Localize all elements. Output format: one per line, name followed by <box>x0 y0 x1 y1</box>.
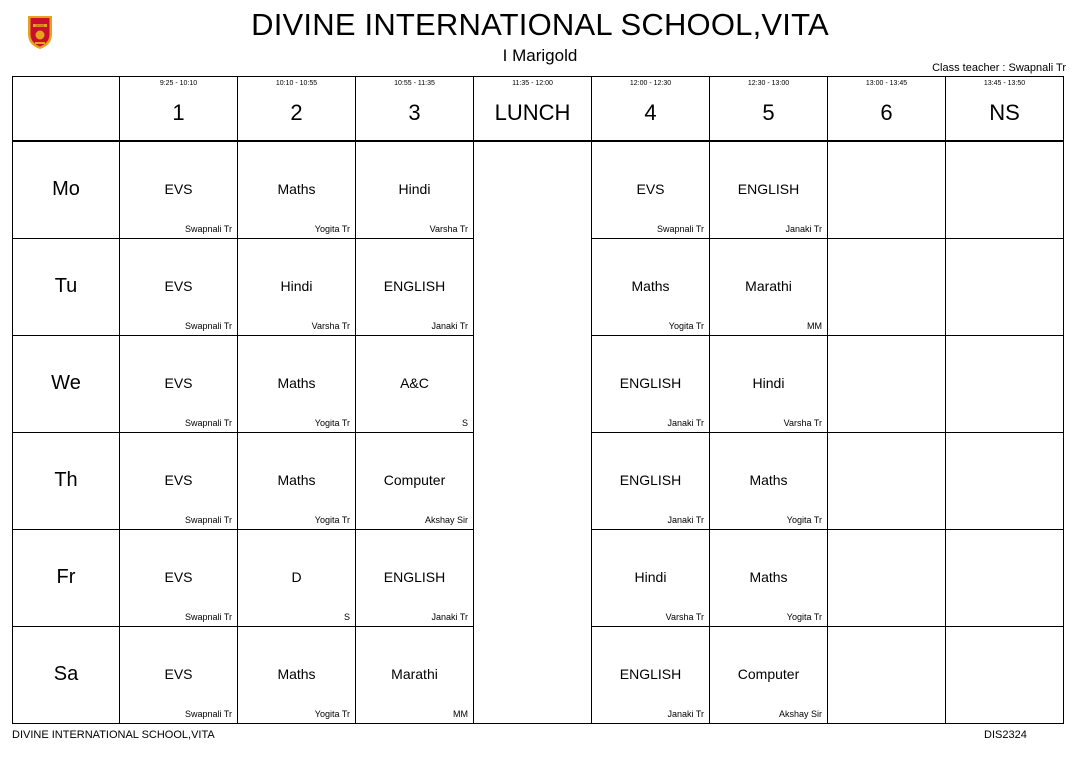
schedule-cell <box>828 239 946 336</box>
teacher-label: Yogita Tr <box>314 224 350 234</box>
teacher-label: Yogita Tr <box>668 321 704 331</box>
teacher-label: Yogita Tr <box>314 515 350 525</box>
schedule-cell <box>120 433 238 530</box>
schedule-cell <box>592 627 710 724</box>
teacher-label: Janaki Tr <box>431 612 468 622</box>
subject-label: ENGLISH <box>619 472 682 488</box>
subject-label: EVS <box>164 278 193 294</box>
schedule-cell <box>946 239 1064 336</box>
period-time: 11:35 - 12:00 <box>512 80 553 87</box>
period-header-2 <box>238 77 356 142</box>
schedule-cell <box>592 433 710 530</box>
schedule-cell <box>592 530 710 627</box>
subject-label: Maths <box>631 278 670 294</box>
period-time: 10:55 - 11:35 <box>394 80 435 87</box>
schedule-cell <box>828 530 946 627</box>
period-header-ns <box>946 77 1064 142</box>
teacher-label: S <box>461 418 468 428</box>
schedule-cell <box>356 627 474 724</box>
schedule-cell <box>238 239 356 336</box>
schedule-cell <box>828 433 946 530</box>
subject-label: Maths <box>277 472 316 488</box>
period-label: LUNCH <box>494 100 571 125</box>
period-label: NS <box>989 100 1020 125</box>
period-header-4 <box>592 77 710 142</box>
schedule-cell <box>828 336 946 433</box>
subject-label: EVS <box>164 375 193 391</box>
subject-label: Maths <box>277 666 316 682</box>
subject-label: Maths <box>277 181 316 197</box>
schedule-cell <box>592 239 710 336</box>
schedule-cell <box>710 433 828 530</box>
schedule-cell <box>828 627 946 724</box>
footer-code: DIS2324 <box>984 729 1027 741</box>
teacher-label: MM <box>807 321 822 331</box>
period-label: 4 <box>644 100 657 125</box>
day-name: Th <box>54 469 78 491</box>
schedule-cell <box>946 530 1064 627</box>
period-label: 6 <box>880 100 893 125</box>
schedule-cell <box>238 627 356 724</box>
teacher-label: S <box>343 612 350 622</box>
schedule-cell <box>946 433 1064 530</box>
day-cell <box>13 627 120 724</box>
footer-school-name: DIVINE INTERNATIONAL SCHOOL,VITA <box>12 729 215 741</box>
subject-label: Hindi <box>398 181 431 197</box>
schedule-cell <box>710 627 828 724</box>
teacher-label: Swapnali Tr <box>184 418 232 428</box>
class-teacher-label: Class teacher : Swapnali Tr <box>932 62 1066 74</box>
schedule-cell <box>356 141 474 239</box>
period-time: 12:30 - 13:00 <box>747 80 790 87</box>
schedule-cell <box>120 141 238 239</box>
day-row-mo <box>13 141 1064 239</box>
day-name: Mo <box>52 178 80 200</box>
period-label: 1 <box>172 100 185 125</box>
teacher-label: Akshay Sir <box>424 515 468 525</box>
teacher-label: MM <box>453 709 468 719</box>
period-time: 13:45 - 13:50 <box>983 80 1026 87</box>
teacher-label: Varsha Tr <box>429 224 468 234</box>
day-cell <box>13 239 120 336</box>
teacher-label: Swapnali Tr <box>184 224 232 234</box>
schedule-cell <box>238 433 356 530</box>
subject-label: ENGLISH <box>619 666 682 682</box>
class-name: I Marigold <box>502 46 578 65</box>
period-time: 9:25 - 10:10 <box>159 80 198 87</box>
period-label: 5 <box>762 100 775 125</box>
schedule-cell <box>238 141 356 239</box>
schedule-cell <box>356 433 474 530</box>
day-name: Fr <box>56 566 76 588</box>
schedule-cell <box>946 627 1064 724</box>
subject-label: Marathi <box>745 278 792 294</box>
schedule-cell <box>828 141 946 239</box>
schedule-cell <box>238 336 356 433</box>
teacher-label: Swapnali Tr <box>184 321 232 331</box>
schedule-cell <box>120 627 238 724</box>
teacher-label: Janaki Tr <box>667 418 704 428</box>
subject-label: EVS <box>636 181 665 197</box>
subject-label: ENGLISH <box>383 278 446 294</box>
day-cell <box>13 336 120 433</box>
timetable-body <box>13 77 1064 724</box>
day-cell <box>13 141 120 239</box>
teacher-label: Varsha Tr <box>783 418 822 428</box>
lunch-column <box>474 141 592 724</box>
subject-label: Hindi <box>752 375 785 391</box>
schedule-cell <box>592 141 710 239</box>
schedule-cell <box>946 336 1064 433</box>
schedule-cell <box>356 336 474 433</box>
teacher-label: Janaki Tr <box>431 321 468 331</box>
teacher-label: Swapnali Tr <box>656 224 704 234</box>
teacher-label: Swapnali Tr <box>184 709 232 719</box>
logo-text: DIVINE <box>35 24 45 28</box>
teacher-label: Swapnali Tr <box>184 515 232 525</box>
subject-label: ENGLISH <box>619 375 682 391</box>
day-name: We <box>51 372 81 394</box>
subject-label: EVS <box>164 472 193 488</box>
schedule-cell <box>356 530 474 627</box>
subject-label: A&C <box>400 375 429 391</box>
teacher-label: Yogita Tr <box>786 612 822 622</box>
subject-label: Maths <box>277 375 316 391</box>
period-time: 10:10 - 10:55 <box>275 80 318 87</box>
subject-label: Hindi <box>634 569 667 585</box>
subject-label: ENGLISH <box>383 569 446 585</box>
period-header-3 <box>356 77 474 142</box>
schedule-cell <box>946 141 1064 239</box>
subject-label: Hindi <box>280 278 313 294</box>
schedule-cell <box>710 336 828 433</box>
teacher-label: Akshay Sir <box>778 709 822 719</box>
day-name: Sa <box>53 663 79 685</box>
schedule-cell <box>710 530 828 627</box>
period-header-lunch <box>474 77 592 142</box>
day-cell <box>13 433 120 530</box>
period-header-6 <box>828 77 946 142</box>
schedule-cell <box>120 239 238 336</box>
subject-label: EVS <box>164 569 193 585</box>
teacher-label: Janaki Tr <box>785 224 822 234</box>
teacher-label: Janaki Tr <box>667 709 704 719</box>
teacher-label: Yogita Tr <box>786 515 822 525</box>
period-label: 2 <box>290 100 303 125</box>
schedule-cell <box>238 530 356 627</box>
period-header-5 <box>710 77 828 142</box>
subject-label: ENGLISH <box>737 181 800 197</box>
schedule-cell <box>710 239 828 336</box>
teacher-label: Varsha Tr <box>665 612 704 622</box>
timetable <box>12 76 1064 724</box>
subject-label: Marathi <box>391 666 438 682</box>
schedule-cell <box>592 336 710 433</box>
schedule-cell <box>356 239 474 336</box>
subject-label: EVS <box>164 181 193 197</box>
schedule-cell <box>120 530 238 627</box>
teacher-label: Swapnali Tr <box>184 612 232 622</box>
subject-label: Maths <box>749 472 788 488</box>
day-cell <box>13 530 120 627</box>
teacher-label: Varsha Tr <box>311 321 350 331</box>
corner-cell <box>13 77 120 142</box>
teacher-label: Janaki Tr <box>667 515 704 525</box>
school-title: DIVINE INTERNATIONAL SCHOOL,VITA <box>251 7 829 42</box>
teacher-label: Yogita Tr <box>314 709 350 719</box>
subject-label: D <box>291 569 302 585</box>
period-time: 12:00 - 12:30 <box>629 80 672 87</box>
day-name: Tu <box>54 275 78 297</box>
subject-label: Computer <box>737 666 800 682</box>
period-time: 13:00 - 13:45 <box>865 80 908 87</box>
period-label: 3 <box>408 100 421 125</box>
period-header-1 <box>120 77 238 142</box>
schedule-cell <box>710 141 828 239</box>
subject-label: EVS <box>164 666 193 682</box>
subject-label: Computer <box>383 472 446 488</box>
period-header-row <box>13 77 1064 142</box>
teacher-label: Yogita Tr <box>314 418 350 428</box>
subject-label: Maths <box>749 569 788 585</box>
schedule-cell <box>120 336 238 433</box>
